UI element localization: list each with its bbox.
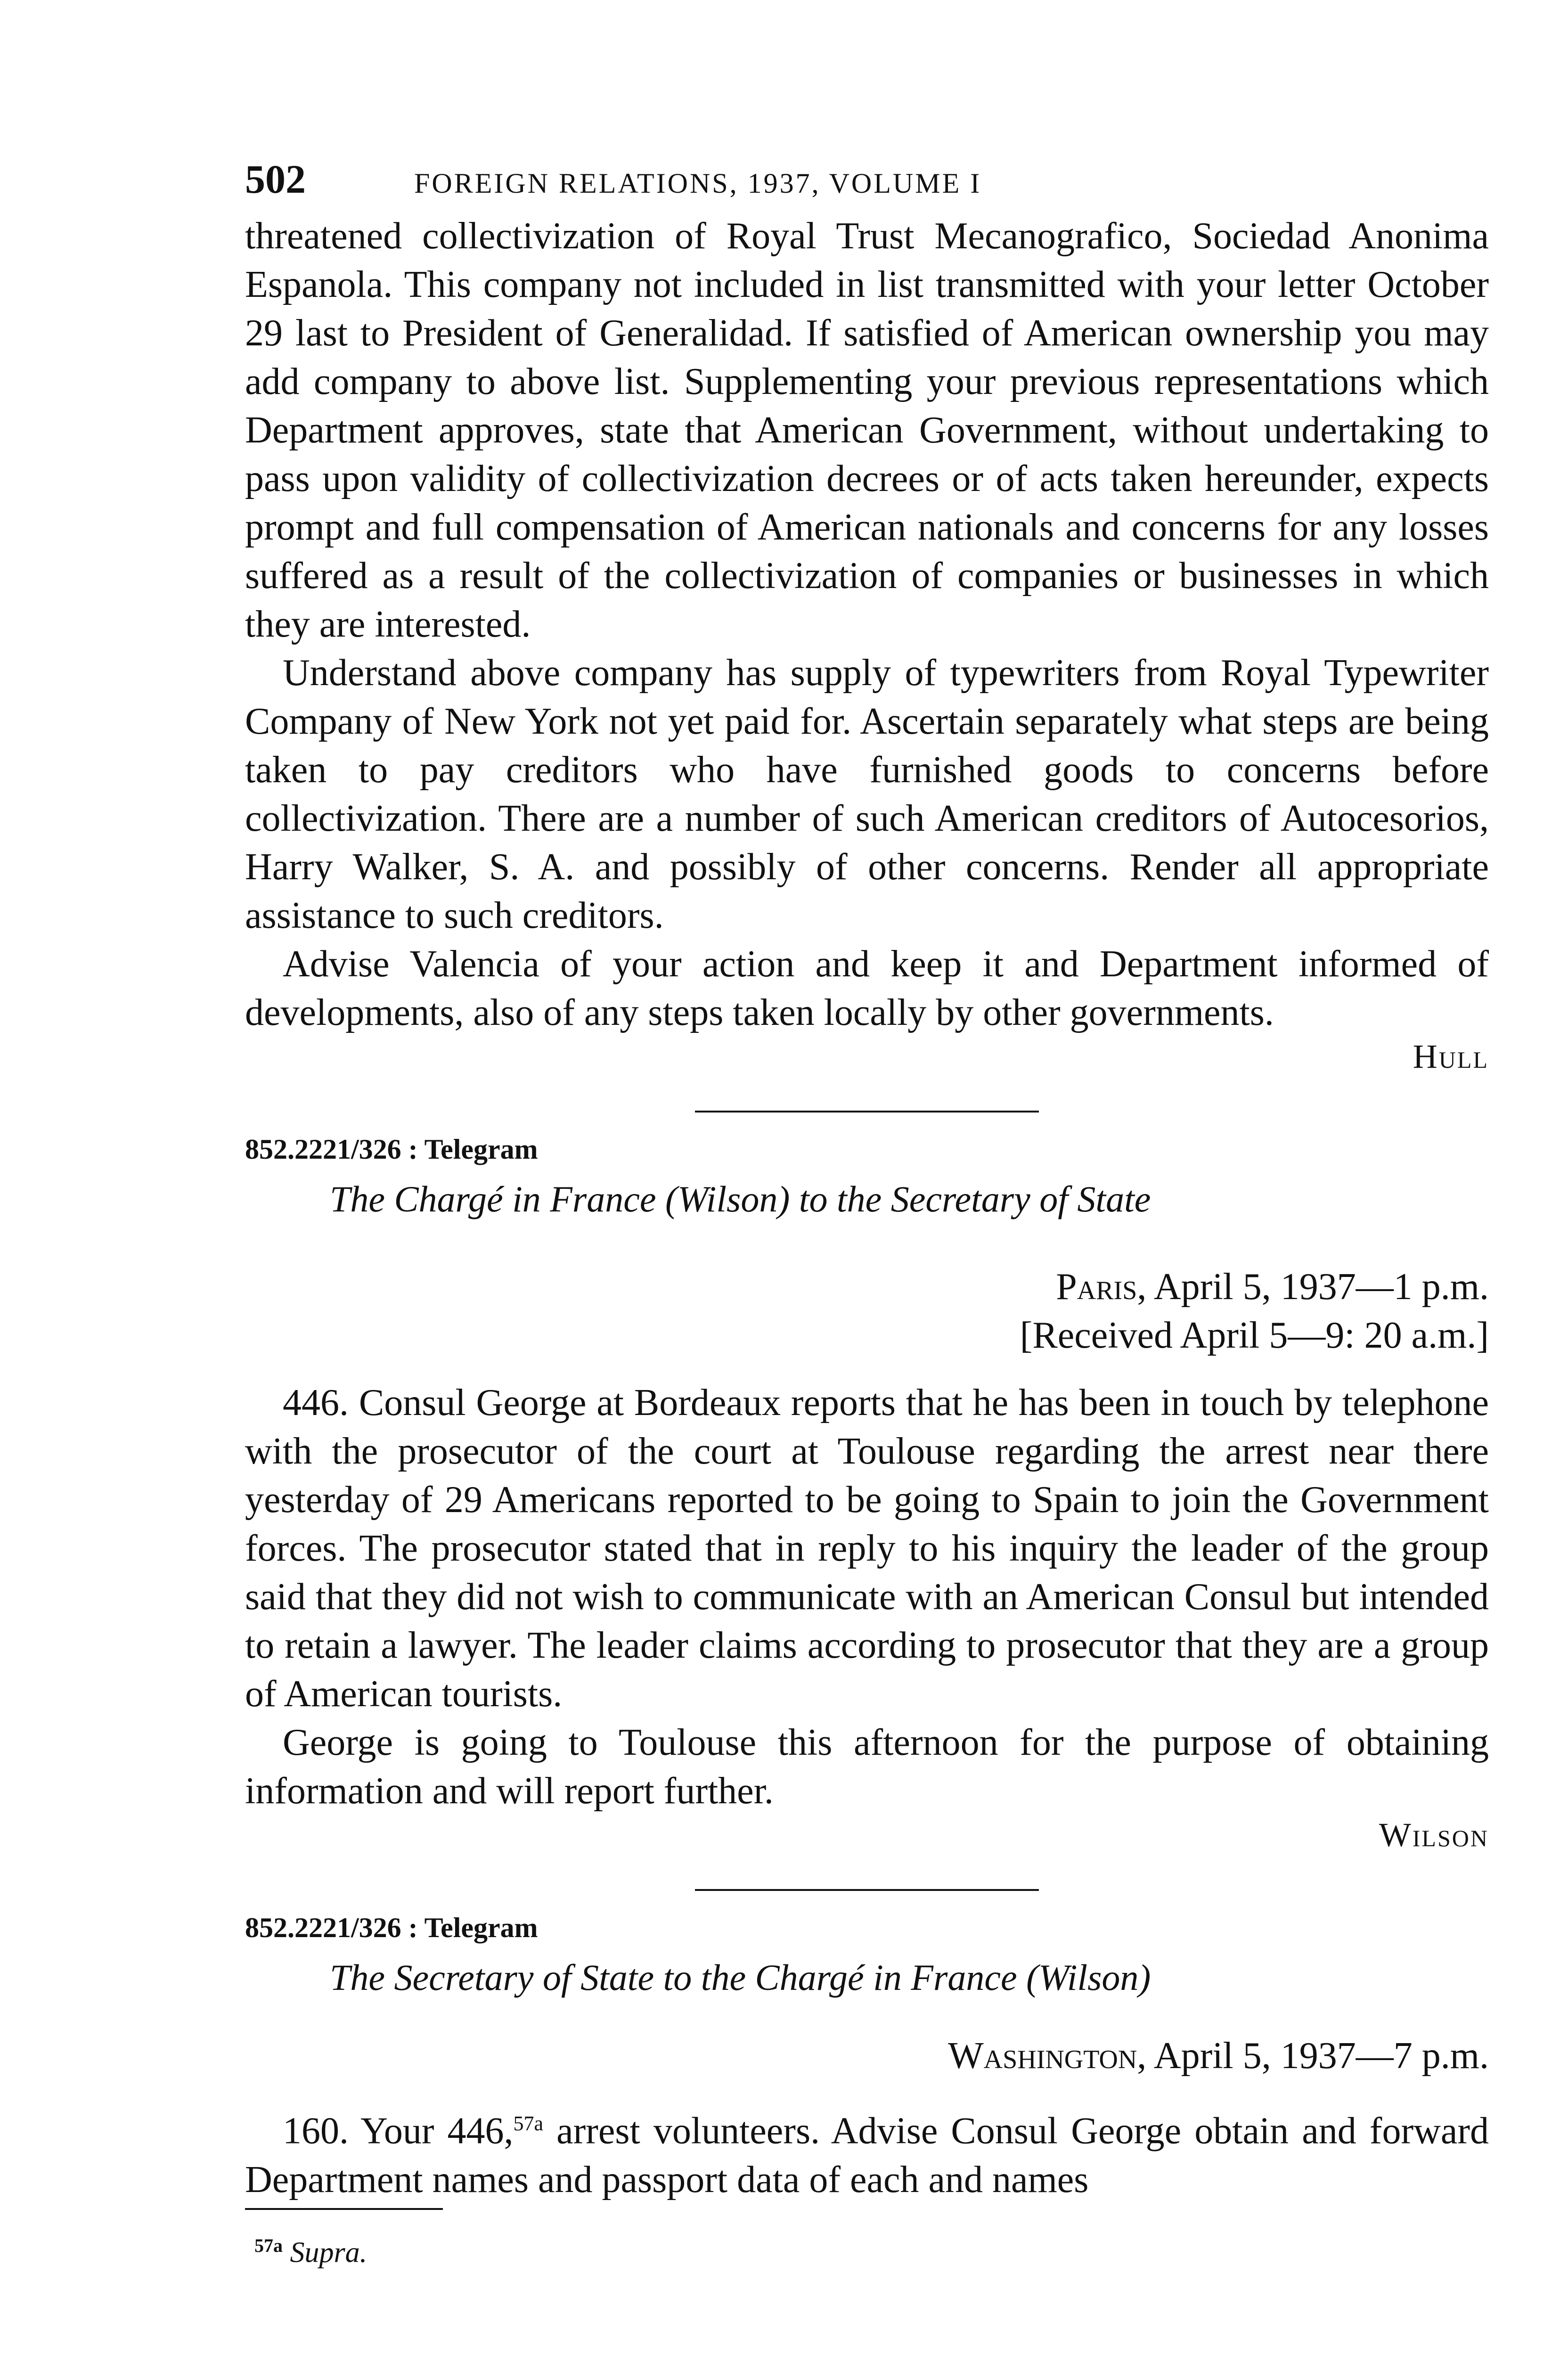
- footnote-reference: 57a: [513, 2112, 544, 2135]
- doc3-dateline: [245, 2032, 1489, 2080]
- document-page: [245, 155, 1489, 2269]
- section-divider: [695, 1111, 1039, 1113]
- doc2-received: [Received April 5—9: 20 a.m.]: [1020, 1315, 1489, 1356]
- footnote-mark: 57a: [254, 2234, 283, 2256]
- doc3-place: Washington,: [948, 2035, 1147, 2077]
- doc2-paragraph-1: 446. Consul George at Bordeaux reports that he has been in touch by telephone with the prosecutor of the court at Toulouse regarding the arrest near there yesterday of 29 Americans reported to be going to Spain to join the Government forces. The prosecutor stated that in reply to his inquiry the leader of the group said that they did not wish to communicate with an American Consul but intended to retain a lawyer. The leader claims according to prosecutor that they are a group of American tourists.: [245, 1382, 1489, 1715]
- doc1-signature-row: [245, 1037, 1489, 1084]
- doc2-place: Paris,: [1056, 1266, 1147, 1308]
- doc3-file-reference: 852.2221/326 : Telegram: [245, 1912, 538, 1943]
- doc2-signature: Wilson: [1379, 1816, 1489, 1854]
- doc2-dateline: [245, 1263, 1489, 1311]
- doc2-paragraph-2: George is going to Toulouse this afternoon for the purpose of obtaining information and will report further.: [245, 1722, 1489, 1812]
- doc1-paragraph-3: Advise Valencia of your action and keep it and Department informed of developments, also of any steps taken locally by other governments.: [245, 943, 1489, 1033]
- doc2-signature-row: [245, 1816, 1489, 1863]
- footnote-text: Supra.: [290, 2236, 368, 2269]
- doc3-paragraph-1: [245, 2099, 1489, 2204]
- section-divider: [695, 1889, 1039, 1891]
- doc1-paragraph-1: threatened collectivization of Royal Trust Mecanografico, Sociedad Anonima Espanola. This company not included in list transmitted with your letter October 29 last to President of Generalidad. If satisfied of American ownership you may add company to above list. Supplementing your previous representations which Department approves, state that American Government, without undertaking to pass upon validity of collectivization decrees or of acts taken hereunder, expects prompt and full compensation of American nationals and concerns for any losses suffered as a result of the collectivization of companies or businesses in which they are interested.: [245, 215, 1489, 645]
- doc3-title: The Secretary of State to the Chargé in France (Wilson): [330, 1957, 1151, 1998]
- doc2-date: April 5, 1937—1 p.m.: [1146, 1266, 1489, 1308]
- running-title: FOREIGN RELATIONS, 1937, VOLUME I: [414, 168, 982, 199]
- doc2-file-reference: 852.2221/326 : Telegram: [245, 1134, 538, 1165]
- footnote-divider: [245, 2208, 443, 2210]
- doc3-paragraph-end: arrest volunteers. Advise Consul George obtain and forward Department names and passport data of each and names: [245, 2110, 1489, 2201]
- page-number: 502: [245, 156, 306, 202]
- running-header: [245, 155, 1489, 212]
- doc1-signature: Hull: [1413, 1038, 1489, 1075]
- footnote: [245, 2234, 1489, 2270]
- doc2-title: The Chargé in France (Wilson) to the Secretary of State: [330, 1178, 1151, 1219]
- doc1-paragraph-2: Understand above company has supply of typewriters from Royal Typewriter Company of New York not yet paid for. Ascertain separately what steps are being taken to pay creditors who have furnished goods to concerns before collectivization. There are a number of such American creditors of Autocesorios, Harry Walker, S. A. and possibly of other concerns. Render all appropriate assistance to such creditors.: [245, 652, 1489, 936]
- doc3-date: April 5, 1937—7 p.m.: [1146, 2035, 1489, 2077]
- doc3-paragraph-start: 160. Your 446,: [283, 2110, 514, 2152]
